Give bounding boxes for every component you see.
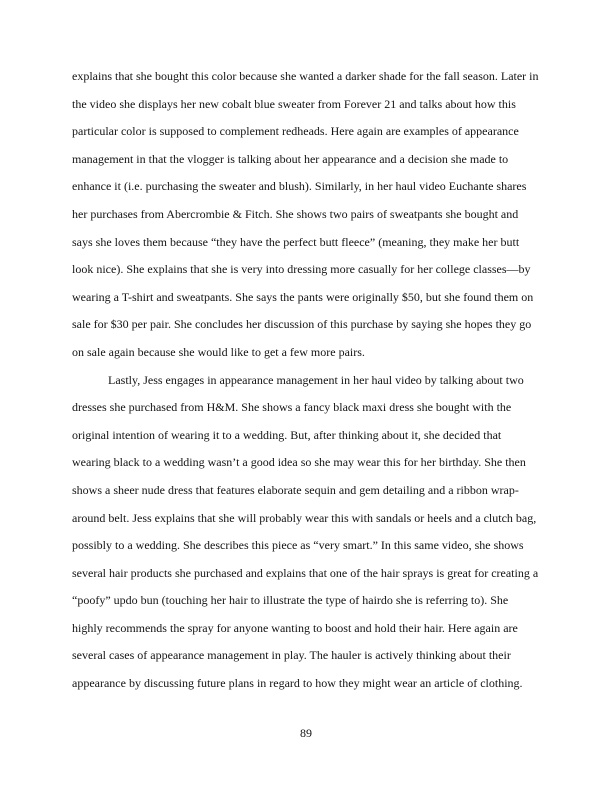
- paragraph-continued: [72, 63, 540, 367]
- text-line: shows a sheer nude dress that features elaborate sequin and gem detailing and a ribbon wrap-: [72, 482, 519, 497]
- text-line: management in that the vlogger is talking about her appearance and a decision she made to: [72, 151, 509, 166]
- text-line: on sale again because she would like to get a few more pairs.: [72, 344, 365, 359]
- text-line: says she loves them because “they have the perfect butt fleece” (meaning, they make her butt: [72, 234, 520, 249]
- text-line: wearing black to a wedding wasn’t a good idea so she may wear this for her birthday. She then: [72, 455, 526, 470]
- text-line: explains that she bought this color because she wanted a darker shade for the fall season. Later in: [72, 69, 539, 83]
- text-line: “poofy” updo bun (touching her hair to illustrate the type of hairdo she is referring to). She: [72, 593, 509, 608]
- text-line: appearance by discussing future plans in regard to how they might wear an article of clothing.: [72, 676, 523, 691]
- body-text: [72, 63, 540, 698]
- text-line: around belt. Jess explains that she will probably wear this with sandals or heels and a clutch bag,: [72, 510, 537, 525]
- text-line: particular color is supposed to complement redheads. Here again are examples of appearance: [72, 124, 519, 139]
- text-line: the video she displays her new cobalt blue sweater from Forever 21 and talks about how this: [72, 96, 516, 111]
- text-line: enhance it (i.e. purchasing the sweater and blush). Similarly, in her haul video Euchante shares: [72, 179, 527, 194]
- text-line: dresses she purchased from H&M. She shows a fancy black maxi dress she bought with the: [72, 400, 512, 415]
- text-line: her purchases from Abercrombie & Fitch. She shows two pairs of sweatpants she bought and: [72, 206, 519, 221]
- text-line: possibly to a wedding. She describes this piece as “very smart.” In this same video, she shows: [72, 538, 524, 553]
- text-line: sale for $30 per pair. She concludes her discussion of this purchase by saying she hopes they go: [72, 317, 532, 332]
- text-line: several hair products she purchased and explains that one of the hair sprays is great for creating a: [72, 565, 539, 580]
- text-line: Lastly, Jess engages in appearance management in her haul video by talking about two: [108, 372, 524, 387]
- text-line: look nice). She explains that she is very into dressing more casually for her college classes—by: [72, 262, 531, 277]
- text-line: several cases of appearance management in play. The hauler is actively thinking about their: [72, 648, 511, 663]
- page-number: 89: [300, 726, 312, 740]
- text-line: highly recommends the spray for anyone wanting to boost and hold their hair. Here again are: [72, 620, 518, 635]
- text-line: original intention of wearing it to a wedding. But, after thinking about it, she decided that: [72, 427, 502, 442]
- text-line: wearing a T-shirt and sweatpants. She says the pants were originally $50, but she found them on: [72, 289, 534, 304]
- paragraph: [72, 367, 540, 698]
